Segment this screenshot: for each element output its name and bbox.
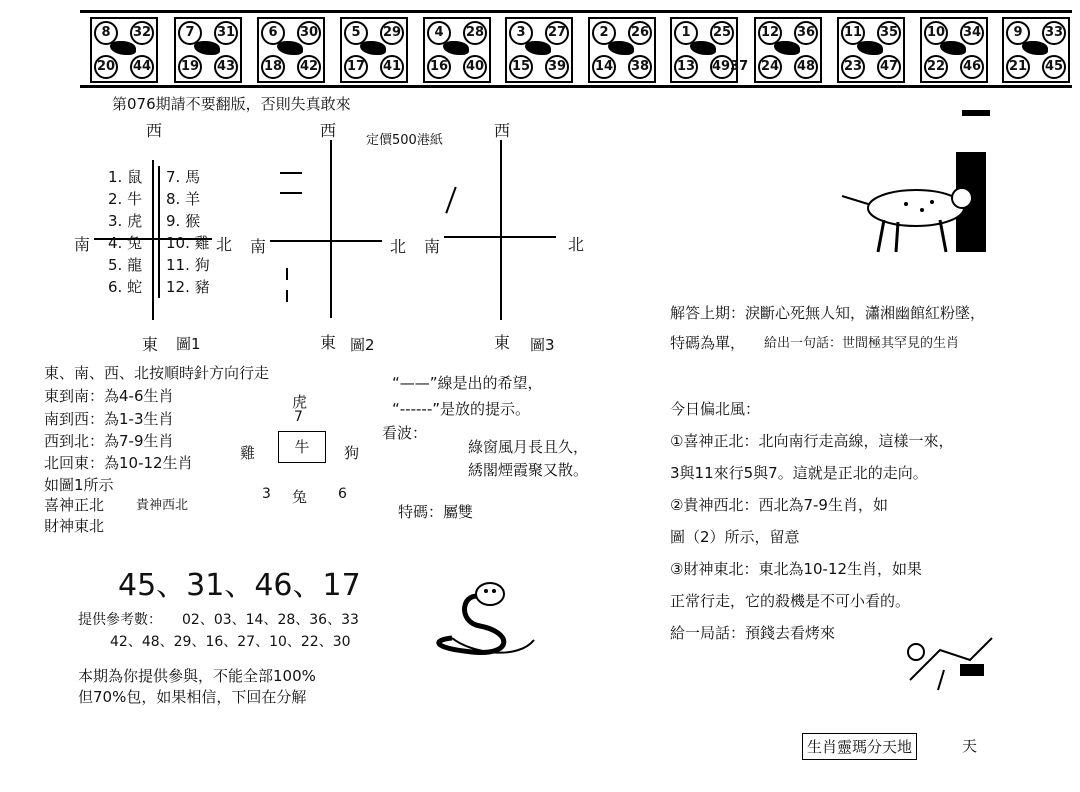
- deer-illustration: [900, 630, 1004, 694]
- fig3-horizontal-line: [444, 236, 556, 238]
- zodiac-silhouette-icon: [940, 41, 966, 55]
- zodiac-silhouette-icon: [277, 41, 303, 55]
- footer-note-2: 但70%包，如果相信，下回在分解: [78, 688, 307, 706]
- fig2-mark-1: [280, 172, 302, 174]
- poem-line-2: 綉閣煙霞聚又散。: [468, 461, 589, 479]
- today-title: 今日偏北風：: [670, 400, 761, 418]
- caishen-text: 財神東北: [44, 517, 105, 535]
- zodiac-list-item: 12. 豬: [166, 278, 210, 296]
- strip-box: [174, 17, 242, 83]
- strip-number: 29: [380, 21, 404, 45]
- cross-center: 牛: [278, 431, 326, 463]
- cross-top: 虎: [292, 393, 308, 411]
- strip-number: 17: [344, 55, 368, 79]
- strip-box: [90, 17, 158, 83]
- strip-box: [754, 17, 822, 83]
- strip-number: 23: [841, 55, 865, 79]
- fig2-horizontal-line: [270, 240, 382, 242]
- fig3-label: 圖3: [530, 336, 555, 354]
- zodiac-list-item: 4. 兔: [108, 234, 143, 252]
- big-mark: [962, 110, 990, 116]
- answer-line-2b: 給出一句話：世間極其罕見的生肖: [764, 336, 960, 351]
- fig2-north: 北: [390, 237, 407, 256]
- zodiac-silhouette-icon: [360, 41, 386, 55]
- fig1-vertical-line: [152, 160, 154, 320]
- strip-number: 40: [463, 55, 487, 79]
- strip-number: 16: [427, 55, 451, 79]
- strip-number: 15: [509, 55, 533, 79]
- strip-number: 1: [674, 21, 698, 45]
- fig2-label: 圖2: [350, 336, 375, 354]
- strip-box: [588, 17, 656, 83]
- strip-number: 46: [960, 55, 984, 79]
- footer-box: 生肖靈瑪分天地: [802, 733, 917, 760]
- fig3-diagonal-mark: [445, 187, 456, 214]
- strip-number: 11: [841, 21, 865, 45]
- price-label: 定價500港紙: [366, 133, 443, 148]
- ref-label: 提供參考數：: [78, 612, 162, 628]
- zodiac-silhouette-icon: [690, 41, 716, 55]
- cross-top-num: 7: [294, 409, 303, 425]
- today-p1b: 3與11來行5與7。這就是正北的走向。: [670, 464, 928, 482]
- rule-line: 西到北：為7-9生肖: [44, 432, 174, 450]
- fig1-west: 西: [146, 121, 163, 140]
- strip-number: 14: [592, 55, 616, 79]
- legend-dashed: “------”是放的提示。: [392, 400, 531, 418]
- main-numbers: 45、31、46、17: [118, 568, 361, 603]
- zodiac-list-item: 10. 雞: [166, 234, 210, 252]
- fig2-mark-4: [286, 290, 288, 302]
- zodiac-list-item: 3. 虎: [108, 212, 143, 230]
- rule-line: 東到南：為4-6生肖: [44, 387, 174, 405]
- strip-number: 30: [297, 21, 321, 45]
- zodiac-list-item: 11. 狗: [166, 256, 210, 274]
- zodiac-number-strip: [80, 10, 1072, 88]
- zodiac-list-item: 8. 羊: [166, 190, 201, 208]
- fig2-south: 南: [250, 237, 267, 256]
- strip-number: 2: [592, 21, 616, 45]
- cross-right: 狗: [344, 444, 360, 462]
- strip-number: 41: [380, 55, 404, 79]
- today-p3b: 正常行走，它的殺機是不可小看的。: [670, 592, 911, 610]
- fig3-west: 西: [494, 121, 511, 140]
- fig2-vertical-line: [330, 140, 332, 318]
- strip-number: 19: [178, 55, 202, 79]
- fig1-north: 北: [216, 235, 233, 254]
- issue-notice: 第076期請不要翻版，否則失真敢來: [112, 95, 351, 113]
- cross-left: 雞: [240, 444, 256, 462]
- fig1-south: 南: [74, 235, 91, 254]
- strip-number: 3: [509, 21, 533, 45]
- zodiac-silhouette-icon: [857, 41, 883, 55]
- strip-box: [920, 17, 988, 83]
- strip-number: 5: [344, 21, 368, 45]
- strip-number: 36: [794, 21, 818, 45]
- fig1-label: 圖1: [176, 335, 201, 353]
- guishen-text: 貴神西北: [136, 498, 189, 513]
- strip-number: 25: [710, 21, 734, 45]
- xishen-text: 喜神正北: [44, 496, 105, 514]
- zodiac-silhouette-icon: [443, 41, 469, 55]
- strip-number: 47: [877, 55, 901, 79]
- zodiac-silhouette-icon: [110, 41, 136, 55]
- strip-number: 44: [130, 55, 154, 79]
- zodiac-silhouette-icon: [525, 41, 551, 55]
- strip-number: 31: [214, 21, 238, 45]
- today-p1a: ①喜神正北：北向南行走高線，這樣一來，: [670, 432, 954, 450]
- cross-bottom-right-num: 6: [338, 486, 347, 502]
- strip-number: 39: [545, 55, 569, 79]
- dog-illustration: [836, 148, 1004, 260]
- today-p4: 給一局話：預錢去看烤來: [670, 624, 836, 642]
- legend-solid: “——”線是出的希望，: [392, 374, 543, 392]
- kanbo-label: 看波：: [382, 424, 428, 442]
- zodiac-silhouette-icon: [608, 41, 634, 55]
- answer-line-1: 解答上期：淚斷心死無人知，瀟湘幽館紅粉墜，: [670, 304, 986, 322]
- strip-number: 35: [877, 21, 901, 45]
- strip-box: [257, 17, 325, 83]
- strip-box: [670, 17, 749, 83]
- rule-line: 南到西：為1-3生肖: [44, 410, 174, 428]
- cross-bottom: 兔: [292, 488, 308, 506]
- snake-illustration: [422, 578, 540, 662]
- footer-tian: 天: [962, 737, 978, 755]
- fig1-east: 東: [142, 335, 159, 354]
- strip-number: 24: [758, 55, 782, 79]
- strip-box: [423, 17, 491, 83]
- today-p3a: ③財神東北：東北為10-12生肖，如果: [670, 560, 923, 578]
- strip-number: 45: [1042, 55, 1066, 79]
- fig2-mark-2: [280, 192, 302, 194]
- footer-note-1: 本期為你提供參與，不能全部100%: [78, 667, 316, 685]
- tema-label: 特碼：屬雙: [398, 503, 474, 521]
- strip-number: 4: [427, 21, 451, 45]
- cross-bottom-left-num: 3: [262, 486, 271, 502]
- strip-number: 4937: [710, 55, 734, 79]
- fig3-north: 北: [568, 235, 585, 254]
- today-p2a: ②貴神西北：西北為7-9生肖，如: [670, 496, 888, 514]
- strip-box: [340, 17, 408, 83]
- strip-number: 6: [261, 21, 285, 45]
- strip-number: 22: [924, 55, 948, 79]
- today-p2b: 圖（2）所示，留意: [670, 528, 800, 546]
- fig3-east: 東: [494, 333, 511, 352]
- strip-number: 43: [214, 55, 238, 79]
- zodiac-list-item: 6. 蛇: [108, 278, 143, 296]
- fig3-south: 南: [424, 237, 441, 256]
- strip-number: 26: [628, 21, 652, 45]
- zodiac-silhouette-icon: [194, 41, 220, 55]
- rules-title: 東、南、西、北按順時針方向行走: [44, 364, 270, 382]
- strip-number: 8: [94, 21, 118, 45]
- fig2-west: 西: [320, 121, 337, 140]
- zodiac-silhouette-icon: [1022, 41, 1048, 55]
- fig-ref: 如圖1所示: [44, 476, 114, 494]
- strip-number: 18: [261, 55, 285, 79]
- zodiac-list-item: 1. 鼠: [108, 168, 143, 186]
- strip-number: 38: [628, 55, 652, 79]
- strip-number: 32: [130, 21, 154, 45]
- strip-box: [837, 17, 905, 83]
- zodiac-list-item: 7. 馬: [166, 168, 201, 186]
- fig3-vertical-line: [500, 140, 502, 320]
- strip-number: 34: [960, 21, 984, 45]
- strip-box: [505, 17, 573, 83]
- strip-number: 9: [1006, 21, 1030, 45]
- rule-line: 北回東：為10-12生肖: [44, 454, 193, 472]
- strip-number: 13: [674, 55, 698, 79]
- ref-numbers-2: 42、48、29、16、27、10、22、30: [110, 634, 351, 650]
- zodiac-list-item: 2. 牛: [108, 190, 143, 208]
- fig2-east: 東: [320, 333, 337, 352]
- zodiac-silhouette-icon: [774, 41, 800, 55]
- strip-number: 28: [463, 21, 487, 45]
- strip-number: 20: [94, 55, 118, 79]
- strip-number: 27: [545, 21, 569, 45]
- fig2-mark-3: [286, 268, 288, 280]
- strip-number: 12: [758, 21, 782, 45]
- strip-number: 21: [1006, 55, 1030, 79]
- poem-line-1: 綠窗風月長且久，: [468, 438, 589, 456]
- ref-numbers-1: 02、03、14、28、36、33: [182, 612, 359, 628]
- strip-number: 7: [178, 21, 202, 45]
- strip-number: 42: [297, 55, 321, 79]
- strip-number: 33: [1042, 21, 1066, 45]
- cross-center-box: [278, 431, 326, 463]
- strip-box: [1002, 17, 1070, 83]
- strip-number: 48: [794, 55, 818, 79]
- zodiac-list-divider: [158, 166, 160, 298]
- zodiac-list-item: 9. 猴: [166, 212, 201, 230]
- answer-line-2a: 特碼為單，: [670, 334, 746, 352]
- strip-number: 10: [924, 21, 948, 45]
- zodiac-list-item: 5. 龍: [108, 256, 143, 274]
